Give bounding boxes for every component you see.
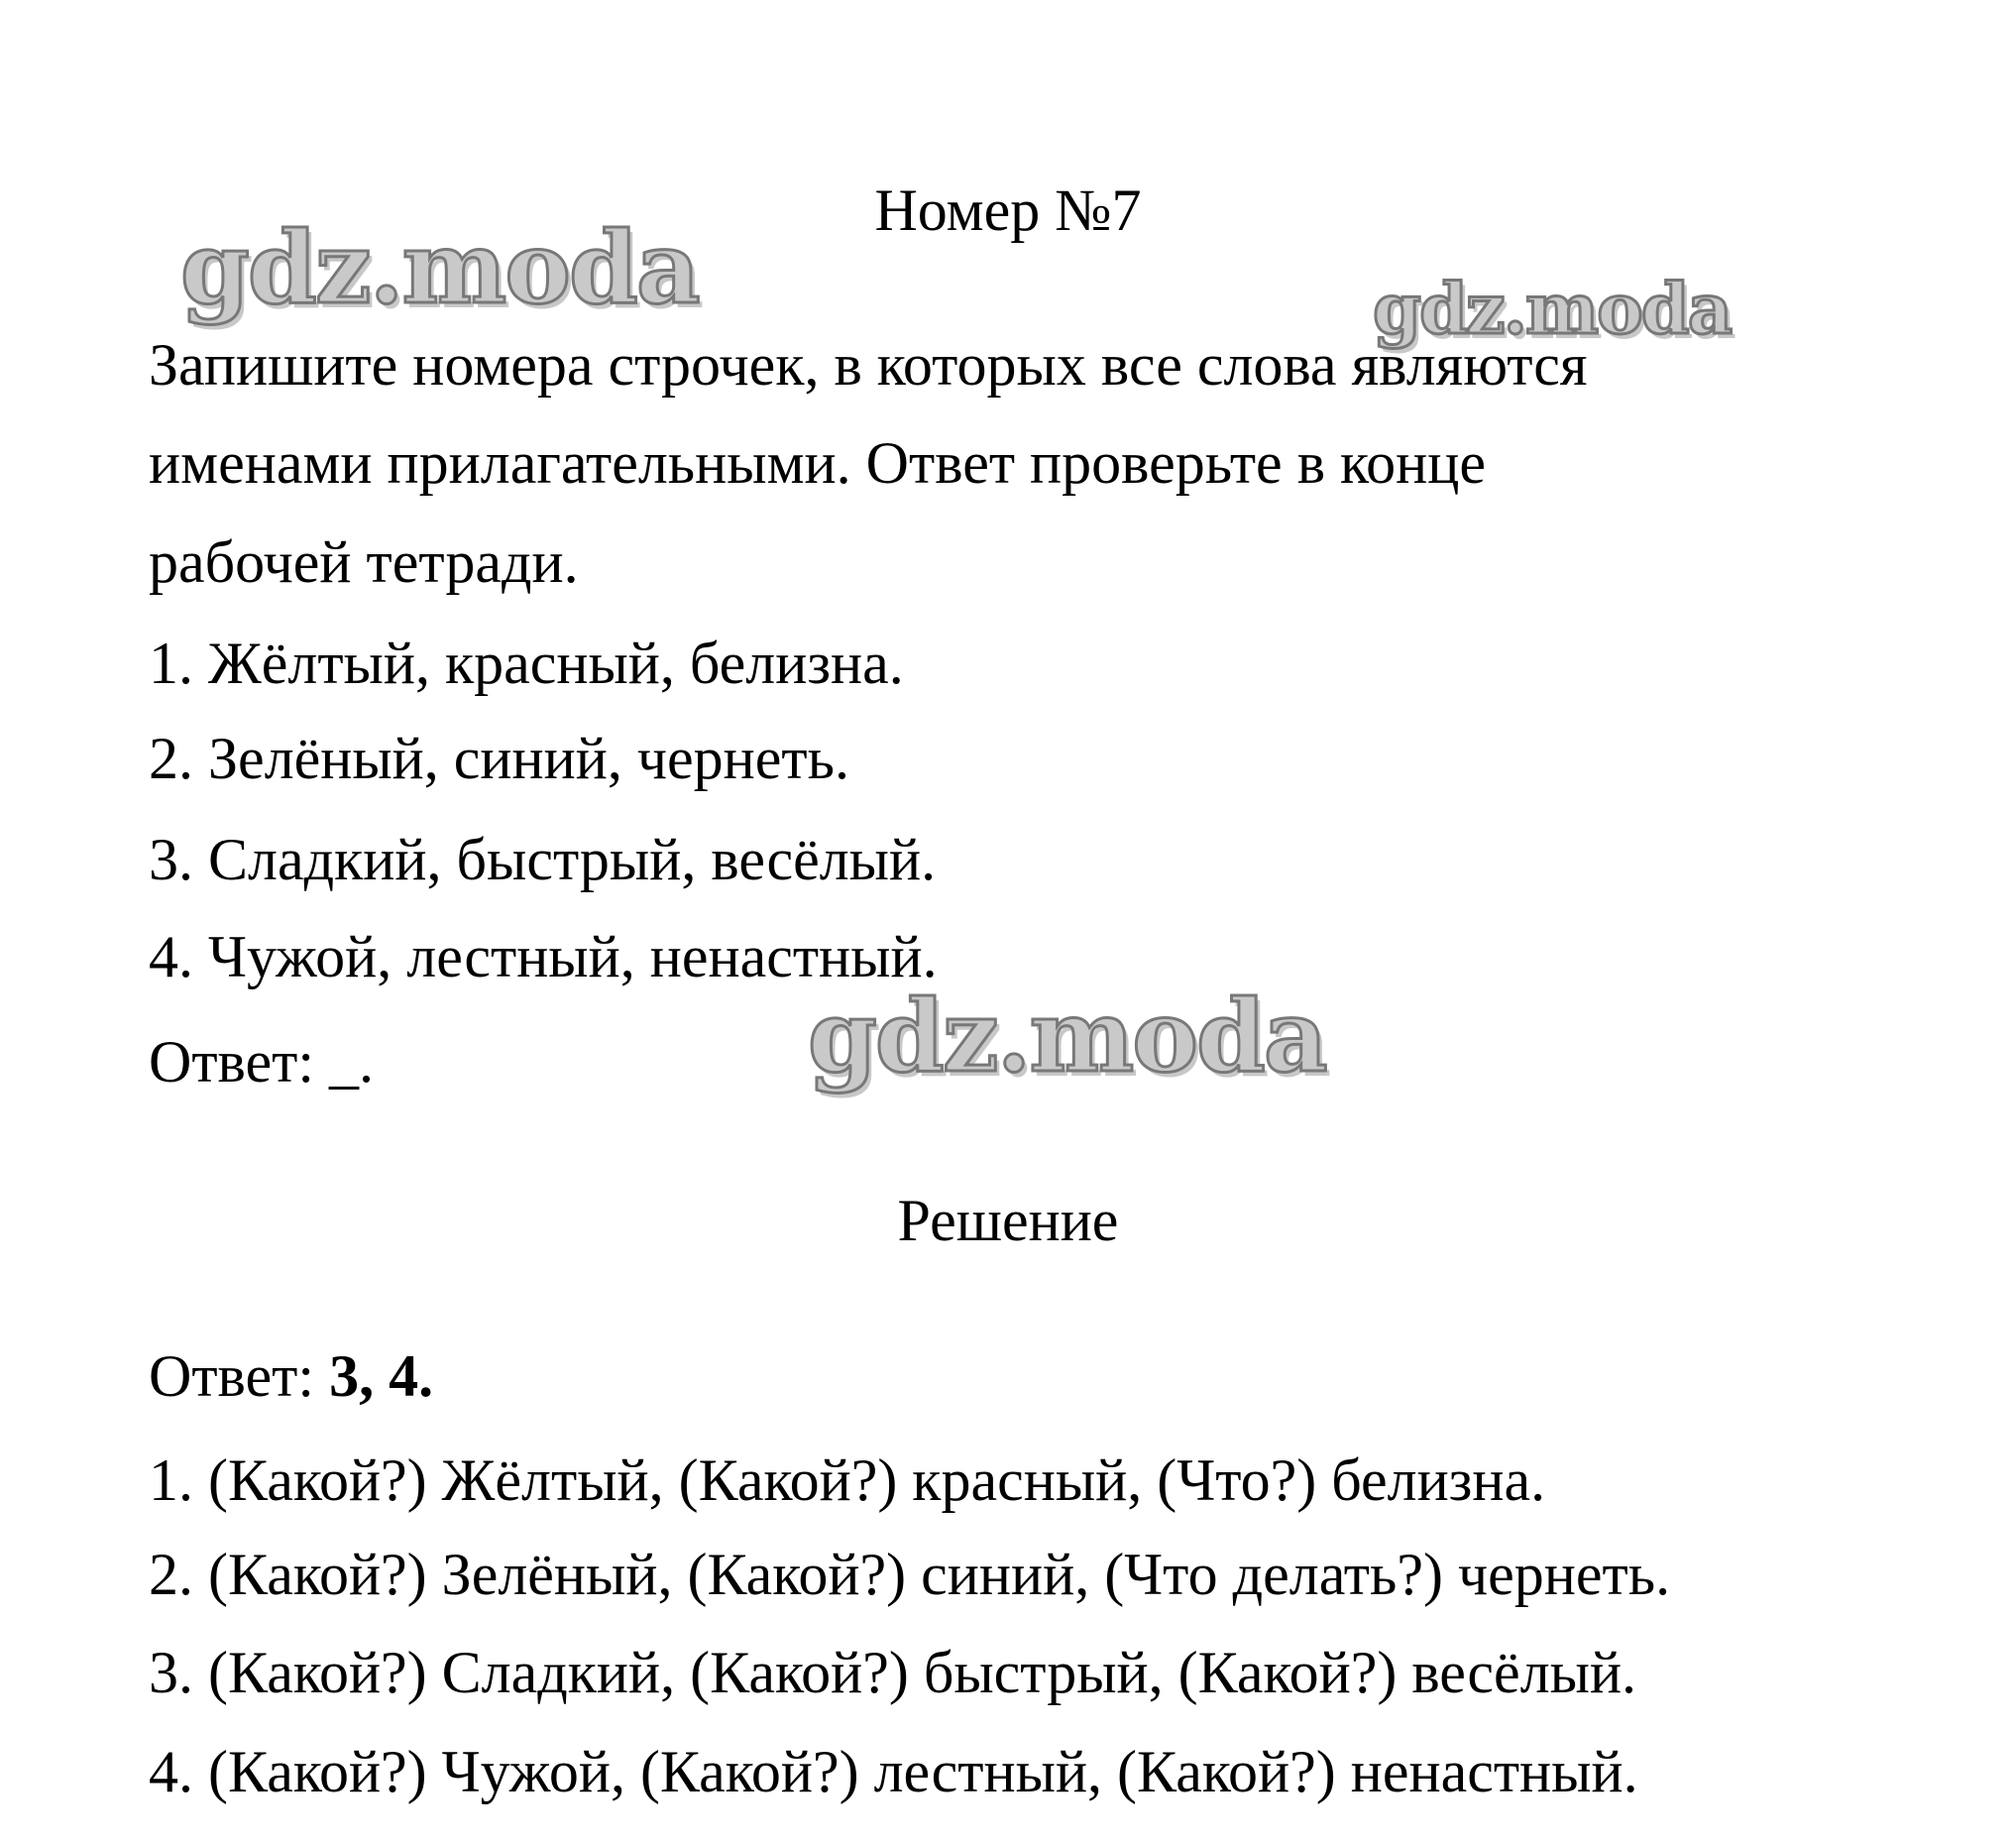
task-line-1: Запишите номера строчек, в которых все слова являются [149, 332, 1588, 398]
task-option-1: 1. Жёлтый, красный, белизна. [149, 631, 904, 696]
task-answer-blank: Ответ: _. [149, 1029, 375, 1095]
task-option-3: 3. Сладкий, быстрый, весёлый. [149, 827, 937, 892]
solution-answer-value: 3, 4. [329, 1343, 434, 1409]
watermark-logo: gdz.moda [808, 978, 1326, 1095]
solution-line-2: 2. (Какой?) Зелёный, (Какой?) синий, (Что делать?) чернеть. [149, 1542, 1671, 1607]
solution-heading: Решение [897, 1188, 1119, 1253]
task-line-3: рабочей тетради. [149, 529, 579, 595]
solution-line-1: 1. (Какой?) Жёлтый, (Какой?) красный, (Что?) белизна. [149, 1447, 1546, 1513]
watermark-logo: gdz.moda [1373, 268, 1732, 350]
watermark-logo: gdz.moda [180, 209, 699, 326]
page-title: Номер №7 [874, 177, 1142, 243]
task-option-4: 4. Чужой, лестный, ненастный. [149, 924, 938, 989]
solution-answer [149, 1341, 433, 1411]
task-option-2: 2. Зелёный, синий, чернеть. [149, 726, 849, 791]
solution-line-4: 4. (Какой?) Чужой, (Какой?) лестный, (Какой?) ненастный. [149, 1739, 1638, 1804]
solution-line-3: 3. (Какой?) Сладкий, (Какой?) быстрый, (Какой?) весёлый. [149, 1640, 1637, 1705]
task-line-2: именами прилагательными. Ответ проверьте в конце [149, 430, 1486, 496]
solution-answer-label: Ответ: [149, 1343, 330, 1409]
